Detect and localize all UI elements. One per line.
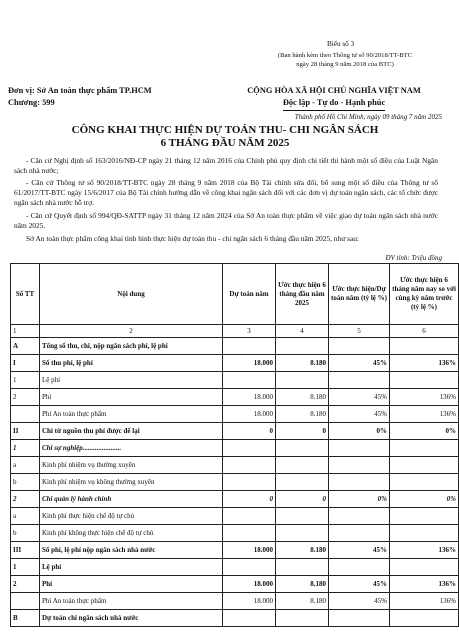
currency-unit-note: ĐV tính: Triệu đồng: [385, 254, 442, 262]
row-content: Kinh phí thực hiện chế độ tự chủ: [40, 508, 223, 525]
col-header-estimate: Dự toán năm: [223, 264, 276, 325]
row-estimate-6m: 8.180: [276, 593, 329, 610]
row-pct-same-period: [390, 457, 459, 474]
row-pct-same-period: [390, 338, 459, 355]
row-content: Kinh phí nhiệm vụ không thường xuyên: [40, 474, 223, 491]
table-row: [11, 610, 459, 627]
row-estimate-6m: [276, 338, 329, 355]
table-row: [11, 508, 459, 525]
row-pct-estimate: 45%: [329, 593, 390, 610]
row-pct-same-period: [390, 474, 459, 491]
row-pct-same-period: [390, 559, 459, 576]
index-cell: 6: [390, 325, 459, 338]
row-estimate: [223, 372, 276, 389]
row-estimate-6m: 8.180: [276, 542, 329, 559]
table-header-row: [11, 264, 459, 325]
row-pct-estimate: [329, 457, 390, 474]
row-estimate: 18.000: [223, 593, 276, 610]
row-estimate: 18.000: [223, 406, 276, 423]
index-cell: 5: [329, 325, 390, 338]
table-row: [11, 372, 459, 389]
row-pct-same-period: [390, 508, 459, 525]
row-content: Chi sự nghiệp......................: [40, 440, 223, 457]
row-estimate: 0: [223, 423, 276, 440]
table-row: [11, 355, 459, 372]
table-row: [11, 423, 459, 440]
nation-name: CỘNG HÒA XÃ HỘI CHỦ NGHĨA VIỆT NAM: [247, 86, 421, 95]
national-header: [226, 85, 442, 111]
row-estimate: 0: [223, 491, 276, 508]
row-estimate: [223, 525, 276, 542]
table-row: [11, 389, 459, 406]
col-header-pct-same-period: Ước thực hiện 6 tháng năm nay so với cùng kỳ năm trước (tỷ lệ %): [390, 264, 459, 325]
row-pct-estimate: 45%: [329, 576, 390, 593]
table-row: [11, 559, 459, 576]
row-pct-estimate: [329, 559, 390, 576]
row-estimate-6m: 8.180: [276, 389, 329, 406]
row-stt: b: [11, 525, 40, 542]
row-content: Kinh phí nhiệm vụ thường xuyên: [40, 457, 223, 474]
row-content: Tổng số thu, chi, nộp ngân sách phí, lệ phí: [40, 338, 223, 355]
row-estimate: [223, 559, 276, 576]
budget-table: [10, 263, 459, 627]
row-estimate: [223, 440, 276, 457]
row-estimate: 18.000: [223, 389, 276, 406]
table-row: [11, 576, 459, 593]
row-estimate: [223, 610, 276, 627]
row-pct-estimate: [329, 338, 390, 355]
row-estimate-6m: [276, 508, 329, 525]
row-estimate-6m: [276, 440, 329, 457]
index-cell: 4: [276, 325, 329, 338]
row-stt: 1: [11, 559, 40, 576]
row-pct-estimate: 0%: [329, 423, 390, 440]
row-pct-estimate: [329, 372, 390, 389]
col-header-pct-estimate: Ước thực hiện/Dự toán năm (tỷ lệ %): [329, 264, 390, 325]
title-line2: 6 THÁNG ĐẦU NĂM 2025: [160, 137, 290, 149]
row-content: Kinh phí không thực hiện chế độ tự chủ: [40, 525, 223, 542]
document-date: Thành phố Hồ Chí Minh, ngày 09 tháng 7 năm 2025: [294, 113, 442, 121]
row-stt: [11, 406, 40, 423]
row-content: Số phí, lệ phí nộp ngân sách nhà nước: [40, 542, 223, 559]
row-pct-same-period: [390, 440, 459, 457]
chapter-line: Chương: 599: [8, 98, 55, 107]
row-estimate-6m: [276, 372, 329, 389]
row-estimate-6m: 8.180: [276, 406, 329, 423]
row-stt: 2: [11, 491, 40, 508]
row-stt: 2: [11, 576, 40, 593]
row-pct-estimate: 45%: [329, 542, 390, 559]
row-estimate-6m: [276, 559, 329, 576]
row-stt: A: [11, 338, 40, 355]
row-pct-same-period: [390, 372, 459, 389]
paragraph-decision: - Căn cứ Quyết định số 994/QĐ-SATTP ngày 31 tháng 12 năm 2024 của Sở An toàn thực phẩm về việc giao dự toán ngân sách nhà nước năm 2025.: [14, 211, 438, 230]
unit-line: Đơn vị: Sở An toàn thực phẩm TP.HCM: [8, 86, 152, 95]
document-title: [0, 124, 450, 150]
table-row: [11, 542, 459, 559]
row-estimate: [223, 457, 276, 474]
row-estimate: 18.000: [223, 576, 276, 593]
form-number: Biểu số 3: [327, 40, 355, 48]
row-estimate-6m: [276, 525, 329, 542]
row-content: Phí: [40, 389, 223, 406]
col-header-content: Nội dung: [40, 264, 223, 325]
row-pct-same-period: 0%: [390, 423, 459, 440]
paragraph-intro: Sở An toàn thực phẩm công khai tình hình thực hiện dự toán thu - chi ngân sách 6 tháng đầu năm 2025, như sau:: [26, 234, 359, 243]
row-pct-same-period: 136%: [390, 576, 459, 593]
index-cell: 2: [40, 325, 223, 338]
row-pct-estimate: 45%: [329, 406, 390, 423]
col-header-stt: Số TT: [11, 264, 40, 325]
row-pct-same-period: 0%: [390, 491, 459, 508]
row-pct-same-period: 136%: [390, 355, 459, 372]
row-content: Chi từ nguồn thu phí được để lại: [40, 423, 223, 440]
title-line1: CÔNG KHAI THỰC HIỆN DỰ TOÁN THU- CHI NGÂN SÁCH: [71, 124, 379, 136]
row-pct-estimate: 45%: [329, 355, 390, 372]
index-cell: 1: [11, 325, 40, 338]
form-note-line2: ngày 28 tháng 9 năm 2018 của BTC): [296, 61, 394, 68]
column-index-row: [11, 325, 459, 338]
national-motto: Độc lập - Tự do - Hạnh phúc: [283, 97, 385, 111]
row-stt: a: [11, 508, 40, 525]
paragraph-decree: - Căn cứ Nghị định số 163/2016/NĐ-CP ngày 21 tháng 12 năm 2016 của Chính phủ quy định chi tiết thi hành một số điều của Luật Ngân sách nhà nước;: [14, 156, 438, 175]
row-estimate: [223, 508, 276, 525]
table-row: [11, 338, 459, 355]
row-estimate-6m: 8.180: [276, 355, 329, 372]
row-estimate-6m: [276, 474, 329, 491]
table-row: [11, 474, 459, 491]
issuing-unit: [8, 85, 152, 109]
row-stt: [11, 593, 40, 610]
row-estimate-6m: [276, 457, 329, 474]
row-pct-same-period: [390, 610, 459, 627]
row-content: Phí An toàn thực phẩm: [40, 406, 223, 423]
row-stt: 2: [11, 389, 40, 406]
row-estimate-6m: 0: [276, 491, 329, 508]
table-row: [11, 525, 459, 542]
row-content: Chi quản lý hành chính: [40, 491, 223, 508]
row-content: Số thu phí, lệ phí: [40, 355, 223, 372]
row-estimate: [223, 474, 276, 491]
row-pct-estimate: [329, 525, 390, 542]
row-pct-same-period: 136%: [390, 406, 459, 423]
row-pct-same-period: [390, 525, 459, 542]
row-pct-estimate: 0%: [329, 491, 390, 508]
row-stt: B: [11, 610, 40, 627]
row-pct-estimate: [329, 474, 390, 491]
row-stt: 1: [11, 372, 40, 389]
row-stt: 1: [11, 440, 40, 457]
table-row: [11, 491, 459, 508]
table-row: [11, 593, 459, 610]
row-content: Phí: [40, 576, 223, 593]
table-row: [11, 406, 459, 423]
index-cell: 3: [223, 325, 276, 338]
row-estimate-6m: [276, 610, 329, 627]
table-row: [11, 457, 459, 474]
row-estimate: 18.000: [223, 542, 276, 559]
row-stt: I: [11, 355, 40, 372]
row-pct-same-period: 136%: [390, 542, 459, 559]
row-stt: II: [11, 423, 40, 440]
col-header-estimate-6m: Ước thực hiện 6 tháng đầu năm 2025: [276, 264, 329, 325]
row-pct-estimate: [329, 440, 390, 457]
table-row: [11, 440, 459, 457]
row-pct-estimate: [329, 610, 390, 627]
paragraph-circular: - Căn cứ Thông tư số 90/2018/TT-BTC ngày 28 tháng 9 năm 2018 của Bộ Tài chính sửa đổi, bổ sung một số điều của Thông tư số 61/2017/TT-BTC ngày 15/6/2017 của Bộ Tài chính hướng dẫn về công khai ngân sách đối với các đơn vị dự toán ngân sách, các tổ chức được ngân sách nhà nước hỗ trợ.: [14, 178, 438, 207]
row-content: Phí An toàn thực phẩm: [40, 593, 223, 610]
row-pct-same-period: 136%: [390, 389, 459, 406]
row-pct-estimate: 45%: [329, 389, 390, 406]
form-note-line1: (Ban hành kèm theo Thông tư số 90/2018/TT-BTC: [277, 52, 413, 59]
row-stt: b: [11, 474, 40, 491]
row-estimate-6m: 8.180: [276, 576, 329, 593]
row-estimate: [223, 338, 276, 355]
form-note: [250, 51, 440, 69]
row-estimate: 18.000: [223, 355, 276, 372]
row-content: Lệ phí: [40, 559, 223, 576]
row-pct-same-period: 136%: [390, 593, 459, 610]
row-estimate-6m: 0: [276, 423, 329, 440]
row-pct-estimate: [329, 508, 390, 525]
row-content: Dự toán chi ngân sách nhà nước: [40, 610, 223, 627]
row-stt: a: [11, 457, 40, 474]
row-stt: III: [11, 542, 40, 559]
row-content: Lệ phí: [40, 372, 223, 389]
